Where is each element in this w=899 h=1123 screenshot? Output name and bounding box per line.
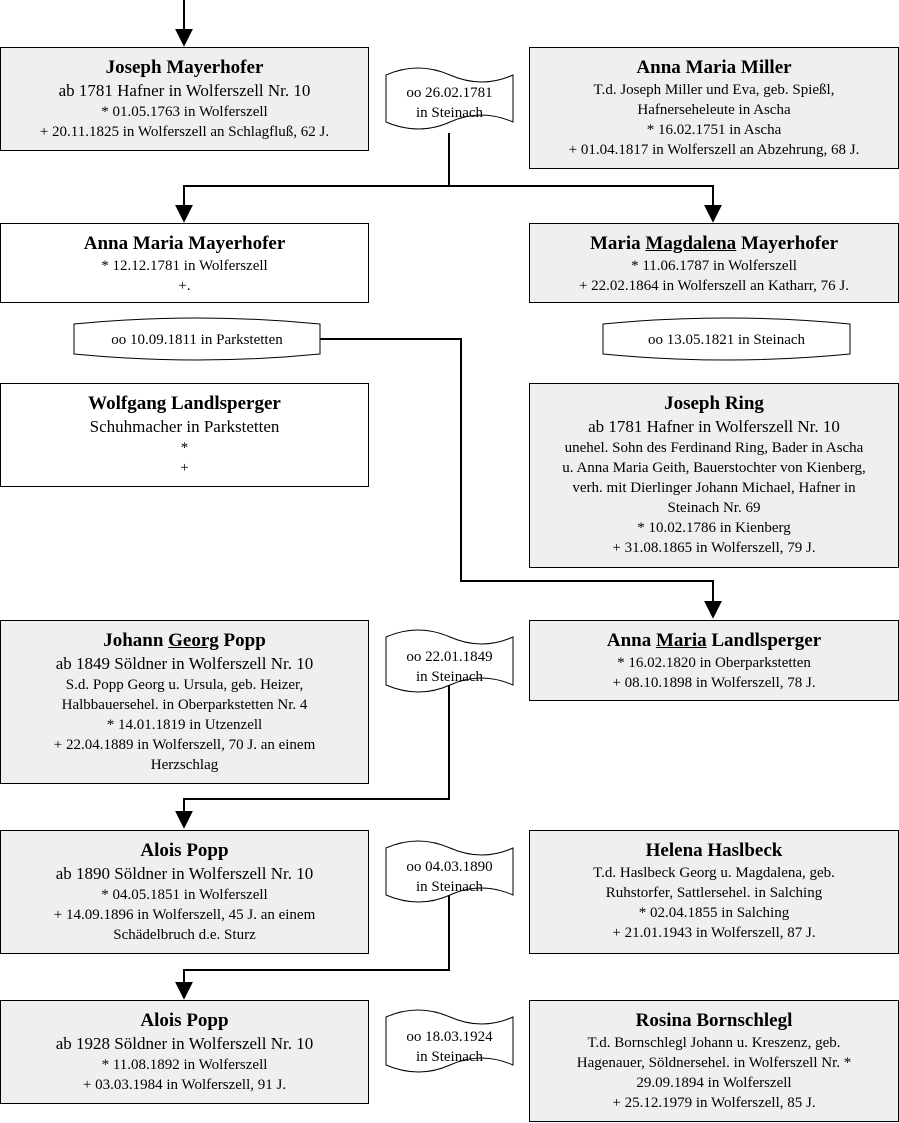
person-anna-maria-mayerhofer <box>0 223 369 303</box>
name-underlined: Magdalena <box>645 233 737 254</box>
person-name: Joseph Ring <box>664 393 764 414</box>
person-death: + 14.09.1896 in Wolferszell, 45 J. an einem <box>53 907 316 923</box>
marriage-date: oo 18.03.1924 <box>406 1029 493 1045</box>
name-part: Popp <box>218 630 266 651</box>
marriage-date: oo 04.03.1890 <box>406 859 493 875</box>
person-note-2: u. Anna Maria Geith, Bauerstochter von Kienberg, <box>562 460 866 476</box>
marriage-date: oo 22.01.1849 <box>406 649 493 665</box>
person-rosina-bornschlegl <box>529 1000 899 1122</box>
marriage-place: in Steinach <box>415 879 484 895</box>
marriage-place: in Steinach <box>415 105 484 121</box>
person-note-3: verh. mit Dierlinger Johann Michael, Hafner in <box>572 480 856 496</box>
marriage-1821 <box>603 330 850 350</box>
person-death-2: Schädelbruch d.e. Sturz <box>113 927 256 943</box>
person-death: + <box>180 460 189 476</box>
person-note-1: unehel. Sohn des Ferdinand Ring, Bader in Ascha <box>564 440 864 456</box>
person-parents: T.d. Bornschlegl Johann u. Kreszenz, geb. <box>587 1035 841 1051</box>
person-parents-2: Ruhstorfer, Sattlersehel. in Salching <box>605 885 823 901</box>
person-name <box>530 629 898 653</box>
person-note-4: Steinach Nr. 69 <box>667 500 761 516</box>
person-birth: * 11.06.1787 in Wolferszell <box>631 258 797 274</box>
person-birth: * 14.01.1819 in Utzenzell <box>106 717 263 733</box>
person-death: + 20.11.1825 in Wolferszell an Schlagfluß, 62 J. <box>39 124 330 140</box>
marriage-place: in Steinach <box>415 669 484 685</box>
name-part: Maria <box>590 233 646 254</box>
person-johann-georg-popp <box>0 620 369 784</box>
person-maria-magdalena-mayerhofer <box>529 223 899 303</box>
person-birth: * 16.02.1820 in Oberparkstetten <box>617 655 811 671</box>
person-parents: S.d. Popp Georg u. Ursula, geb. Heizer, <box>65 677 304 693</box>
person-parents: T.d. Joseph Miller und Eva, geb. Spießl, <box>593 82 835 98</box>
person-parents: T.d. Haslbeck Georg u. Magdalena, geb. <box>593 865 835 881</box>
person-name: Helena Haslbeck <box>645 840 783 861</box>
marriage-date-place: oo 13.05.1821 in Steinach <box>647 332 806 348</box>
name-underlined: Maria <box>655 630 707 651</box>
person-birth: * <box>180 440 189 456</box>
person-anna-maria-landlsperger <box>529 620 899 701</box>
person-occupation: ab 1781 Hafner in Wolferszell Nr. 10 <box>58 81 311 100</box>
person-birth: * 04.05.1851 in Wolferszell <box>101 887 268 903</box>
marriage-date-place: oo 10.09.1811 in Parkstetten <box>111 332 283 348</box>
person-death: + 03.03.1984 in Wolferszell, 91 J. <box>82 1077 287 1093</box>
person-birth: * 11.08.1892 in Wolferszell <box>101 1057 268 1073</box>
marriage-1781 <box>386 83 513 123</box>
marriage-1890 <box>386 857 513 897</box>
person-occupation: ab 1890 Söldner in Wolferszell Nr. 10 <box>55 864 314 883</box>
person-death: + 31.08.1865 in Wolferszell, 79 J. <box>612 540 816 556</box>
person-alois-popp-1890 <box>0 830 369 954</box>
person-death: + 21.01.1943 in Wolferszell, 87 J. <box>612 925 816 941</box>
person-name: Alois Popp <box>140 840 229 861</box>
name-part: Landlsperger <box>706 630 822 651</box>
person-name <box>1 629 368 653</box>
person-birth: * 01.05.1763 in Wolferszell <box>101 104 268 120</box>
marriage-1849 <box>386 647 513 687</box>
marriage-1924 <box>386 1027 513 1067</box>
person-death: + 22.04.1889 in Wolferszell, 70 J. an einem <box>53 737 316 753</box>
person-name: Joseph Mayerhofer <box>105 57 264 78</box>
person-death: +. <box>178 278 191 294</box>
person-occupation: ab 1928 Söldner in Wolferszell Nr. 10 <box>55 1034 314 1053</box>
person-name: Anna Maria Mayerhofer <box>83 233 286 254</box>
person-birth: * 16.02.1751 in Ascha <box>646 122 782 138</box>
person-joseph-mayerhofer <box>0 47 369 151</box>
name-part: Mayerhofer <box>736 233 838 254</box>
person-name: Anna Maria Miller <box>636 57 792 78</box>
person-wolfgang-landlsperger <box>0 383 369 487</box>
person-name: Alois Popp <box>140 1010 229 1031</box>
person-death: + 22.02.1864 in Wolferszell an Katharr, 76 J. <box>578 278 850 294</box>
person-occupation: Schuhmacher in Parkstetten <box>89 417 280 436</box>
line-1781-child-2 <box>449 186 713 221</box>
person-birth: * 02.04.1855 in Salching <box>638 905 790 921</box>
name-part: Johann <box>103 630 169 651</box>
name-underlined: Georg <box>168 630 219 651</box>
name-part: Anna <box>606 630 656 651</box>
person-anna-maria-miller <box>529 47 899 169</box>
person-name: Wolfgang Landlsperger <box>88 393 281 414</box>
person-joseph-ring <box>529 383 899 568</box>
person-occupation: ab 1781 Hafner in Wolferszell Nr. 10 <box>588 417 840 436</box>
person-parents-2: Hagenauer, Söldnersehel. in Wolferszell Nr. * <box>576 1055 852 1071</box>
person-birth: 29.09.1894 in Wolferszell <box>636 1075 792 1091</box>
person-occupation: ab 1849 Söldner in Wolferszell Nr. 10 <box>55 654 314 673</box>
person-birth: * 12.12.1781 in Wolferszell <box>101 258 268 274</box>
person-death: + 08.10.1898 in Wolferszell, 78 J. <box>612 675 816 691</box>
marriage-date: oo 26.02.1781 <box>406 85 493 101</box>
person-parents-2: Halbbauersehel. in Oberparkstetten Nr. 4 <box>61 697 308 713</box>
person-name: Rosina Bornschlegl <box>635 1010 793 1031</box>
person-death-2: Herzschlag <box>150 757 219 773</box>
person-death: + 25.12.1979 in Wolferszell, 85 J. <box>612 1095 816 1111</box>
person-helena-haslbeck <box>529 830 899 954</box>
person-parents-2: Hafnerseheleute in Ascha <box>637 102 791 118</box>
person-birth: * 10.02.1786 in Kienberg <box>637 520 791 536</box>
marriage-1811 <box>74 330 320 350</box>
person-name <box>530 232 898 256</box>
marriage-place: in Steinach <box>415 1049 484 1065</box>
person-alois-popp-1928 <box>0 1000 369 1104</box>
person-death: + 01.04.1817 in Wolferszell an Abzehrung, 68 J. <box>568 142 860 158</box>
